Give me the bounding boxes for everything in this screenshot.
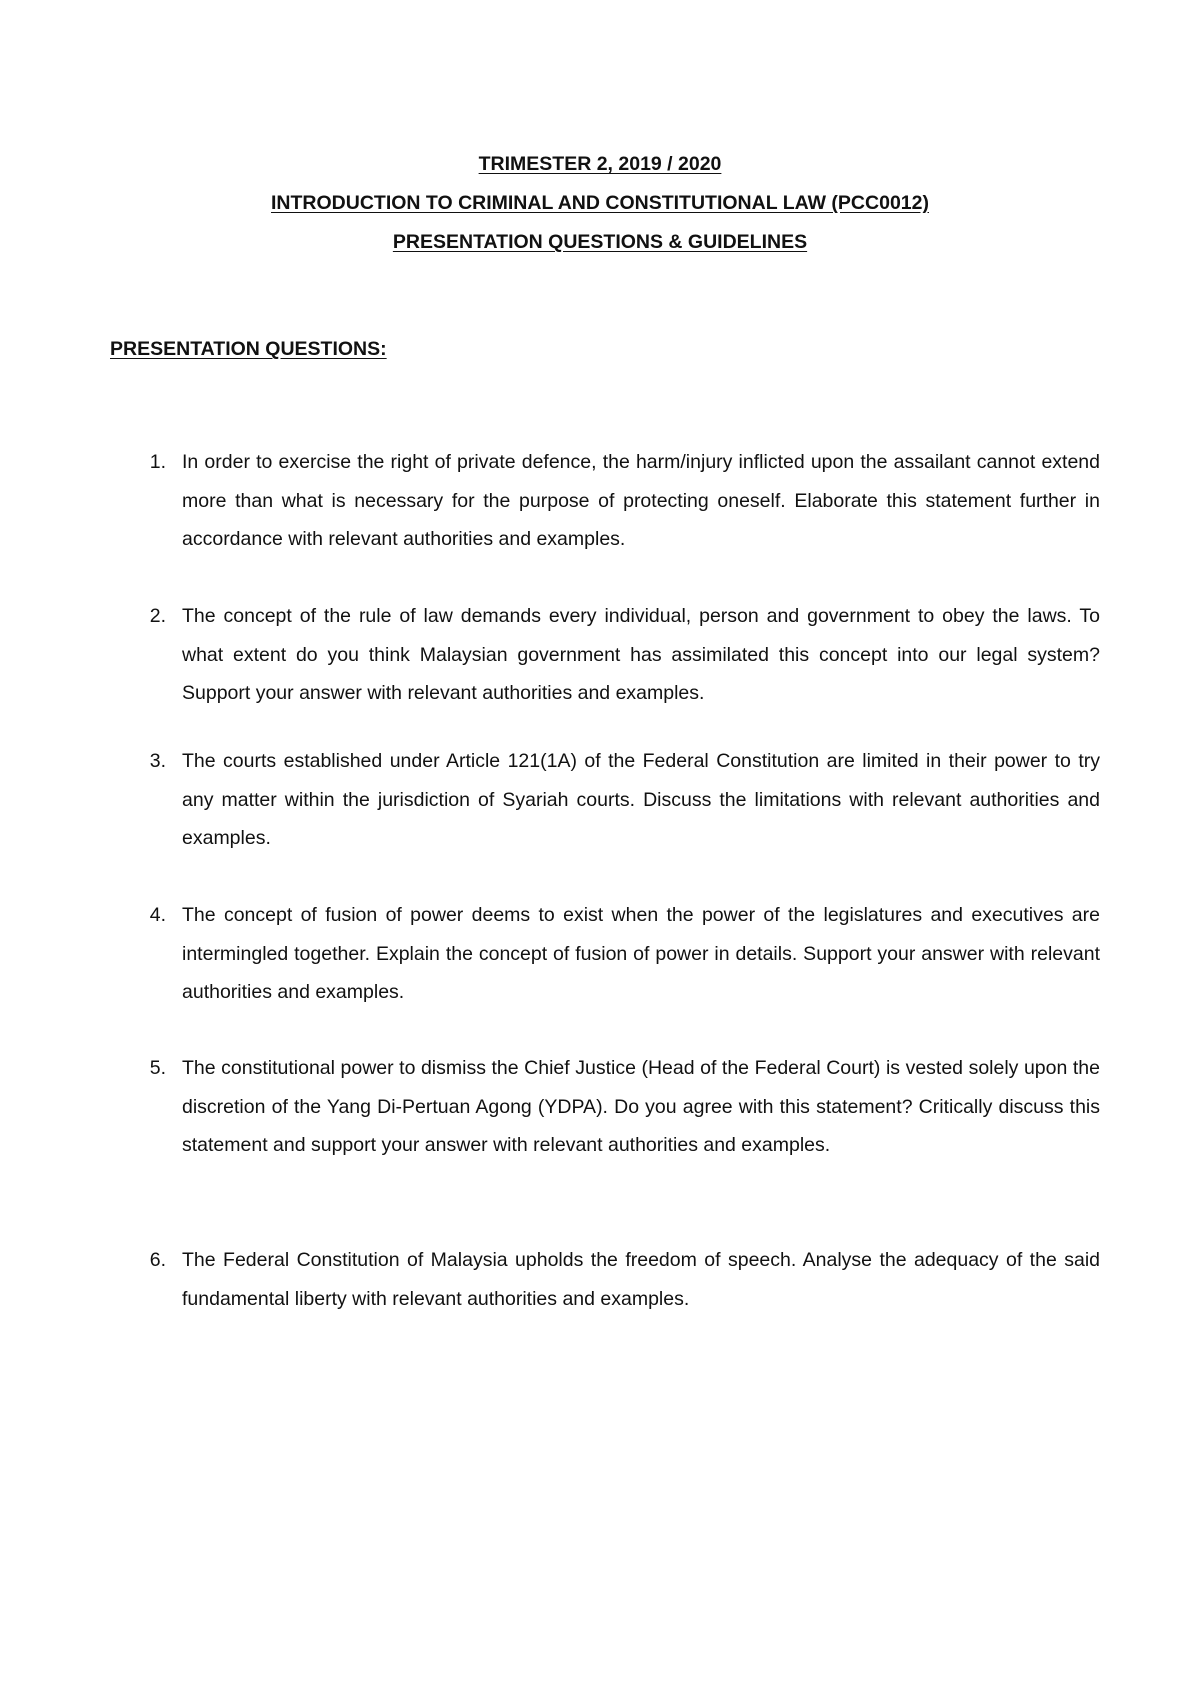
question-item (110, 1241, 1100, 1318)
question-text: The concept of fusion of power deems to exist when the power of the legislatures and executives are intermingled together. Explain the concept of fusion of power in details. Support your answer with relevant authorities and examples. (182, 904, 1100, 1003)
question-number: 2. (149, 605, 166, 627)
question-text: In order to exercise the right of private defence, the harm/injury inflicted upon the assailant cannot extend more than what is necessary for the purpose of protecting oneself. Elaborate this statement further in accordance with relevant authorities and examples. (182, 451, 1100, 550)
question-text: The concept of the rule of law demands every individual, person and government to obey the laws. To what extent do you think Malaysian government has assimilated this concept into our legal system? Support your answer with relevant authorities and examples. (182, 605, 1100, 704)
question-number: 6. (149, 1249, 166, 1271)
course-title: INTRODUCTION TO CRIMINAL AND CONSTITUTIONAL LAW (PCC0012) (271, 192, 929, 214)
section-heading: PRESENTATION QUESTIONS: (110, 338, 387, 360)
question-number: 4. (149, 904, 166, 926)
question-item (110, 597, 1100, 713)
question-item (110, 742, 1100, 858)
question-text: The courts established under Article 121(1A) of the Federal Constitution are limited in their power to try any matter within the jurisdiction of Syariah courts. Discuss the limitations with relevant authorities and examples. (182, 750, 1100, 849)
document-title: PRESENTATION QUESTIONS & GUIDELINES (392, 231, 808, 253)
trimester-title: TRIMESTER 2, 2019 / 2020 (478, 153, 722, 175)
question-text: The Federal Constitution of Malaysia upholds the freedom of speech. Analyse the adequacy of the said fundamental liberty with relevant authorities and examples. (182, 1249, 1100, 1310)
question-number: 1. (149, 451, 166, 473)
question-number: 3. (149, 750, 166, 772)
question-item (110, 896, 1100, 1012)
document-header (0, 145, 1200, 262)
question-text: The constitutional power to dismiss the Chief Justice (Head of the Federal Court) is vested solely upon the discretion of the Yang Di-Pertuan Agong (YDPA). Do you agree with this statement? Critically discuss this statement and support your answer with relevant authorities and examples. (182, 1057, 1100, 1156)
question-number: 5. (149, 1057, 166, 1079)
question-item (110, 443, 1100, 559)
question-item (110, 1049, 1100, 1165)
